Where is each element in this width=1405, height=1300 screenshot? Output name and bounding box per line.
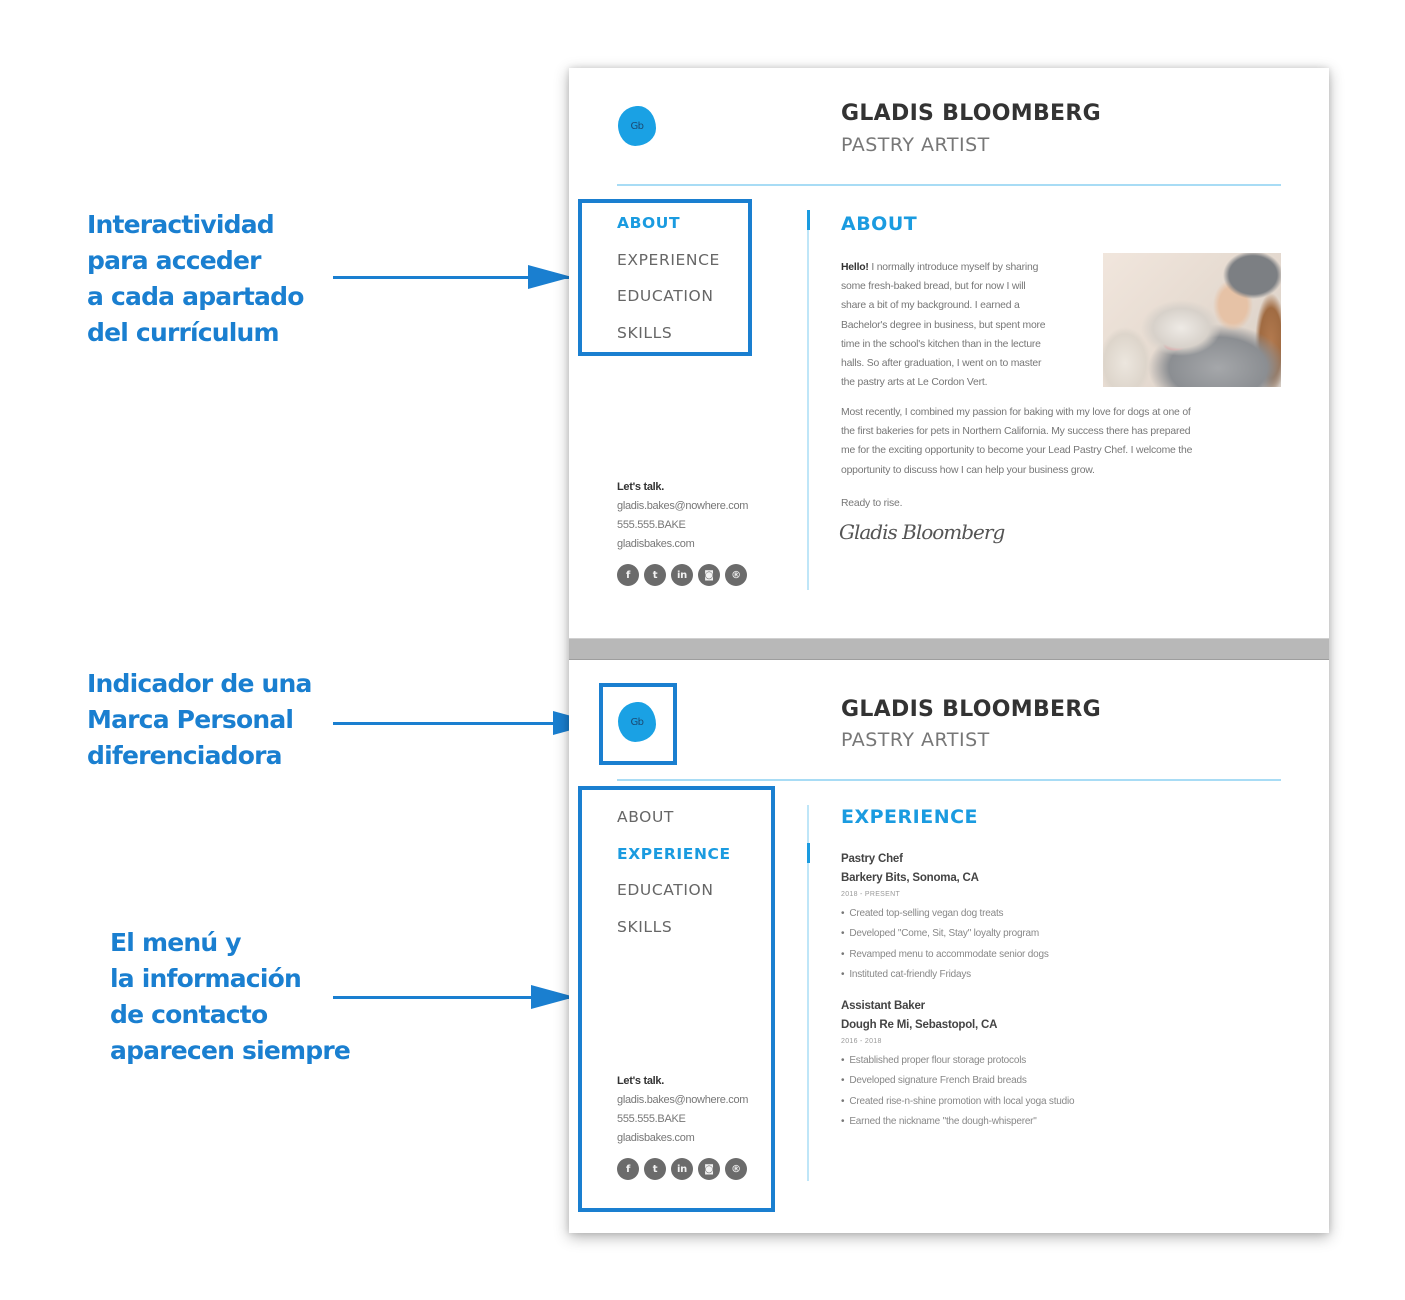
- logo-icon[interactable]: [618, 106, 656, 146]
- contact-phone[interactable]: 555.555.BAKE: [617, 1113, 686, 1125]
- paragraph-line: opportunity to discuss how I can help your business grow.: [841, 464, 1095, 476]
- profile-photo: [1103, 253, 1281, 387]
- header-divider: [617, 184, 1281, 186]
- logo-initials: Gb: [630, 120, 644, 132]
- arrow-icon: [333, 722, 595, 725]
- nav-item-about[interactable]: ABOUT: [617, 808, 674, 826]
- job-company: Dough Re Mi, Sebastopol, CA: [841, 1019, 998, 1032]
- paragraph-line: Most recently, I combined my passion for baking with my love for dogs at one of: [841, 407, 1191, 418]
- intro-line: some fresh-baked bread, but for now I will: [841, 281, 1026, 293]
- job-bullets: [841, 904, 1281, 985]
- nav-item-education[interactable]: EDUCATION: [617, 881, 714, 899]
- annotation-line: El menú y: [110, 928, 241, 957]
- contact-heading: Let's talk.: [617, 481, 665, 493]
- facebook-icon[interactable]: f: [617, 1158, 639, 1180]
- intro-greeting: Hello!: [841, 262, 869, 273]
- scroll-thumb[interactable]: [807, 843, 810, 863]
- intro-line: share a bit of my background. I earned a: [841, 300, 1020, 312]
- paragraph-line: me for the exciting opportunity to become your Lead Pastry Chef. I welcome the: [841, 445, 1193, 457]
- resume-title: PASTRY ARTIST: [841, 134, 990, 156]
- intro-line: Bachelor's degree in business, but spent more: [841, 319, 1046, 331]
- job-dates: 2016 - 2018: [841, 1038, 882, 1046]
- scroll-track[interactable]: [807, 210, 809, 590]
- scroll-thumb[interactable]: [807, 210, 810, 230]
- job-bullets: [841, 1051, 1281, 1132]
- instagram-icon[interactable]: ◙: [698, 1158, 720, 1180]
- instagram-icon[interactable]: ◙: [698, 564, 720, 586]
- about-paragraph-2: [841, 403, 1281, 480]
- job-bullet: • Created top-selling vegan dog treats: [841, 904, 1281, 924]
- nav-item-experience[interactable]: EXPERIENCE: [617, 250, 720, 269]
- nav-item-about[interactable]: ABOUT: [617, 214, 681, 232]
- annotation-line: Interactividad: [87, 210, 274, 239]
- other-social-icon[interactable]: ®: [725, 1158, 747, 1180]
- job-company: Barkery Bits, Sonoma, CA: [841, 872, 979, 884]
- intro-line: time in the school's kitchen than in the lecture: [841, 338, 1041, 350]
- experience-list: [841, 850, 1281, 1132]
- job-bullet: • Earned the nickname "the dough-whisperer": [841, 1112, 1281, 1132]
- annotation-line: la información: [110, 964, 301, 993]
- job-bullet: • Created rise-n-shine promotion with local yoga studio: [841, 1092, 1281, 1112]
- job-bullet: • Revamped menu to accommodate senior dogs: [841, 945, 1281, 965]
- intro-line: I normally introduce myself by sharing: [868, 262, 1039, 273]
- highlight-nav-box: [578, 199, 752, 356]
- signature: Gladis Bloomberg: [839, 520, 1005, 544]
- section-title: ABOUT: [841, 213, 918, 235]
- annotation-line: diferenciadora: [87, 741, 282, 770]
- job-entry: [841, 997, 1281, 1132]
- page-separator: [569, 638, 1329, 660]
- logo-initials: Gb: [630, 716, 644, 728]
- section-title: EXPERIENCE: [841, 806, 979, 828]
- job-bullet: • Developed signature French Braid breads: [841, 1071, 1281, 1091]
- job-bullet: • Instituted cat-friendly Fridays: [841, 965, 1281, 985]
- linkedin-icon[interactable]: in: [671, 564, 693, 586]
- resume-title: PASTRY ARTIST: [841, 729, 990, 751]
- resume-name: GLADIS BLOOMBERG: [841, 101, 1101, 126]
- header-divider: [617, 779, 1281, 781]
- contact-info: [617, 478, 748, 586]
- highlight-sidebar-box: [578, 786, 775, 1212]
- job-entry: [841, 850, 1281, 985]
- facebook-icon[interactable]: f: [617, 564, 639, 586]
- job-bullet: • Established proper flour storage protocols: [841, 1051, 1281, 1071]
- job-dates: 2018 - PRESENT: [841, 891, 901, 898]
- twitter-icon[interactable]: t: [644, 564, 666, 586]
- nav-item-skills[interactable]: SKILLS: [617, 323, 673, 342]
- scroll-track[interactable]: [807, 805, 809, 1181]
- annotation-line: a cada apartado: [87, 282, 304, 311]
- linkedin-icon[interactable]: in: [671, 1158, 693, 1180]
- nav-item-education[interactable]: EDUCATION: [617, 287, 714, 305]
- annotation-line: de contacto: [110, 1000, 268, 1029]
- contact-website[interactable]: gladisbakes.com: [617, 1132, 695, 1144]
- annotation-personal-brand: [87, 666, 312, 774]
- contact-email[interactable]: gladis.bakes@nowhere.com: [617, 1094, 749, 1106]
- job-bullet: • Developed "Come, Sit, Stay" loyalty program: [841, 924, 1281, 944]
- other-social-icon[interactable]: ®: [725, 564, 747, 586]
- social-links: [617, 564, 748, 586]
- highlight-logo-box: [599, 683, 677, 765]
- contact-heading: Let's talk.: [617, 1075, 665, 1087]
- job-role: Assistant Baker: [841, 1000, 925, 1013]
- contact-phone[interactable]: 555.555.BAKE: [617, 519, 686, 531]
- annotation-line: Marca Personal: [87, 705, 294, 734]
- about-intro: [841, 258, 1091, 392]
- annotation-line: Indicador de una: [87, 669, 312, 698]
- intro-line: halls. So after graduation, I went on to master: [841, 358, 1042, 370]
- nav-item-skills[interactable]: SKILLS: [617, 917, 673, 936]
- nav-item-experience[interactable]: EXPERIENCE: [617, 844, 731, 863]
- arrow-icon: [333, 276, 570, 279]
- closing-line: Ready to rise.: [841, 498, 903, 509]
- intro-line: the pastry arts at Le Cordon Vert.: [841, 377, 988, 389]
- annotation-line: del currículum: [87, 318, 279, 347]
- annotation-line: aparecen siempre: [110, 1036, 351, 1065]
- paragraph-line: the first bakeries for pets in Northern California. My success there has prepared: [841, 426, 1191, 438]
- contact-email[interactable]: gladis.bakes@nowhere.com: [617, 500, 749, 512]
- arrow-icon: [333, 996, 573, 999]
- contact-website[interactable]: gladisbakes.com: [617, 538, 695, 550]
- job-role: Pastry Chef: [841, 853, 903, 865]
- twitter-icon[interactable]: t: [644, 1158, 666, 1180]
- annotation-interactivity: [87, 207, 304, 351]
- resume-name: GLADIS BLOOMBERG: [841, 697, 1101, 722]
- annotation-line: para acceder: [87, 246, 261, 275]
- annotation-menu-always-visible: [110, 925, 350, 1069]
